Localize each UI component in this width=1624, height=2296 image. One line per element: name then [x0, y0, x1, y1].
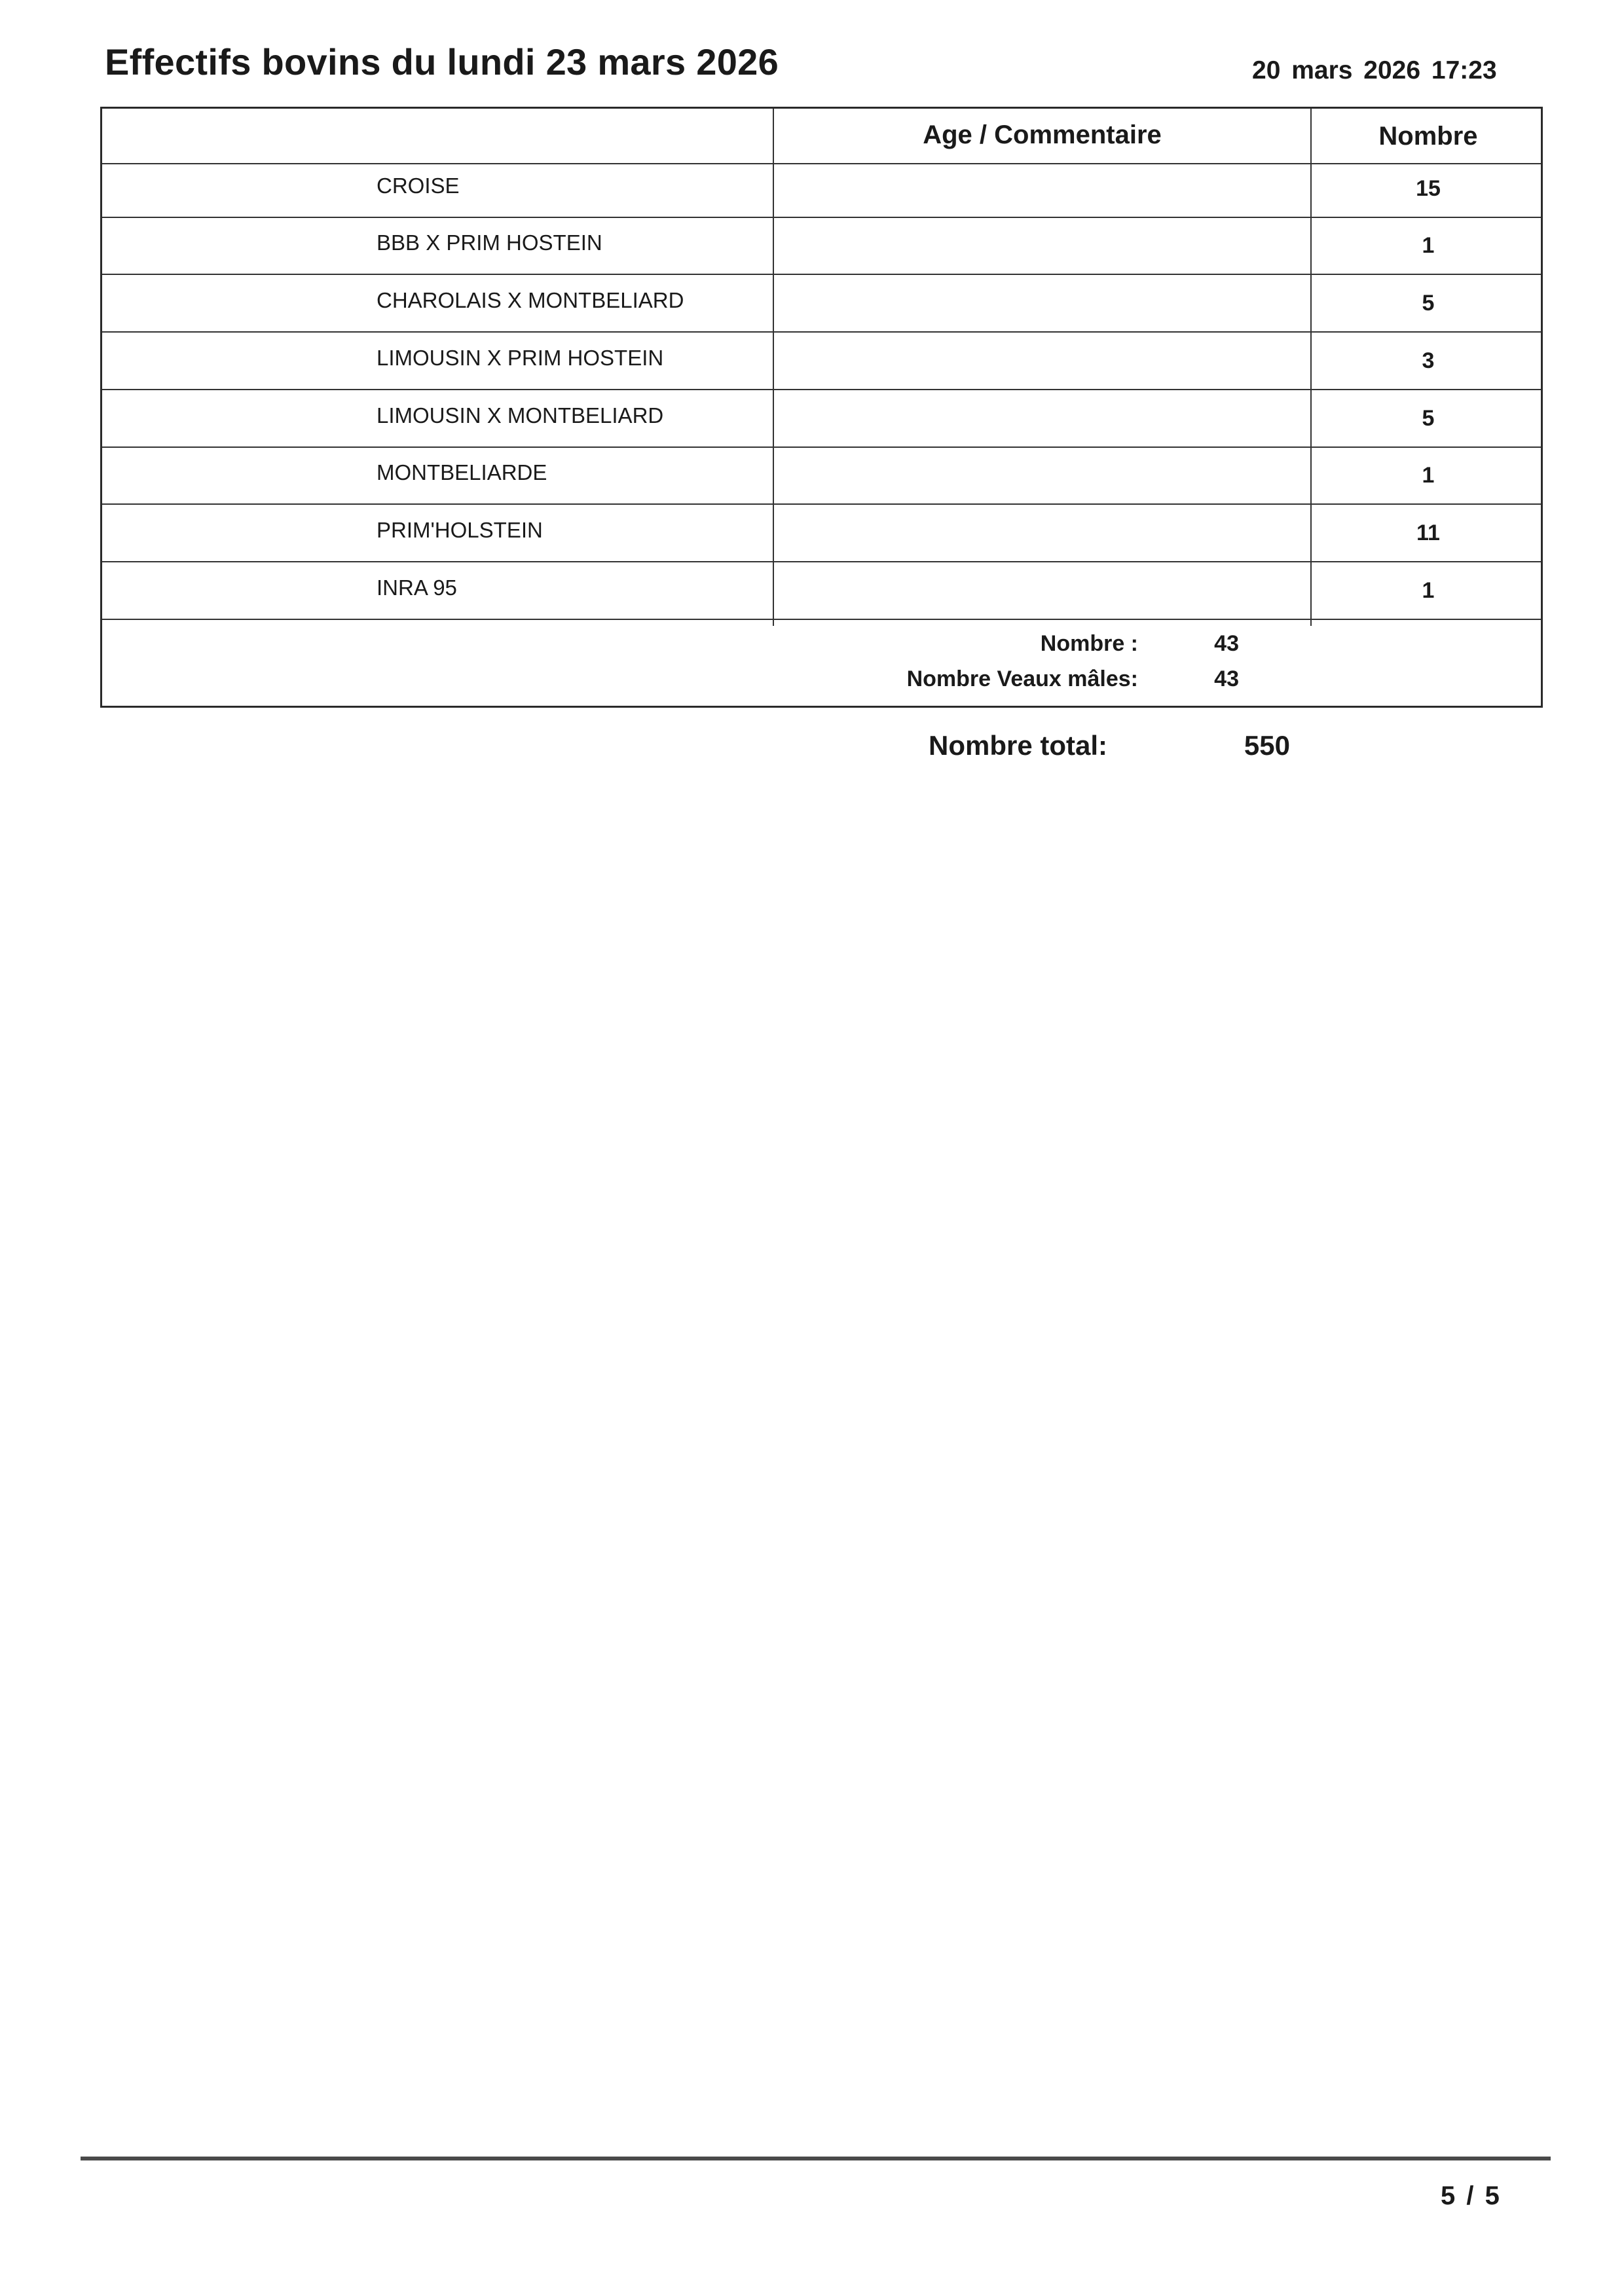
row-rule — [102, 389, 1541, 390]
breed-count: 1 — [1422, 463, 1435, 488]
breed-label: BBB X PRIM HOSTEIN — [377, 230, 602, 255]
summary-count-label: Nombre : — [1040, 631, 1138, 656]
breed-count: 11 — [1416, 520, 1440, 545]
breed-label: PRIM'HOLSTEIN — [377, 518, 543, 542]
breed-label: INRA 95 — [377, 575, 457, 600]
summary-male-calves-label: Nombre Veaux mâles: — [906, 666, 1138, 691]
breed-table — [100, 107, 1543, 708]
total-value: 550 — [1244, 730, 1290, 761]
header-rule — [102, 163, 1541, 164]
breed-label: LIMOUSIN X PRIM HOSTEIN — [377, 346, 664, 370]
breed-label: CHAROLAIS X MONTBELIARD — [377, 288, 684, 312]
row-rule — [102, 217, 1541, 218]
breed-count: 5 — [1422, 291, 1435, 316]
breed-count: 5 — [1422, 406, 1435, 431]
row-rule — [102, 503, 1541, 505]
column-rule — [773, 109, 774, 626]
breed-count: 15 — [1416, 176, 1441, 201]
breed-label: CROISE — [377, 173, 460, 198]
summary-male-calves-value: 43 — [1214, 666, 1239, 691]
row-rule — [102, 561, 1541, 562]
page-number: 5 / 5 — [1441, 2181, 1500, 2210]
row-rule — [102, 274, 1541, 275]
row-rule — [102, 446, 1541, 448]
column-header-count: Nombre — [1378, 122, 1478, 151]
breed-label: LIMOUSIN X MONTBELIARD — [377, 403, 664, 428]
breed-count: 1 — [1422, 233, 1435, 258]
breed-count: 3 — [1422, 348, 1435, 373]
breed-count: 1 — [1422, 578, 1435, 603]
summary-rule — [102, 619, 1541, 620]
total-label: Nombre total: — [929, 730, 1107, 761]
page-title: Effectifs bovins du lundi 23 mars 2026 — [105, 41, 779, 82]
footer-divider — [81, 2157, 1551, 2160]
print-date: 20 mars 2026 17:23 — [1252, 56, 1497, 84]
column-header-comment: Age / Commentaire — [923, 120, 1162, 149]
breed-label: MONTBELIARDE — [377, 460, 547, 484]
row-rule — [102, 331, 1541, 333]
summary-count-value: 43 — [1214, 631, 1239, 656]
